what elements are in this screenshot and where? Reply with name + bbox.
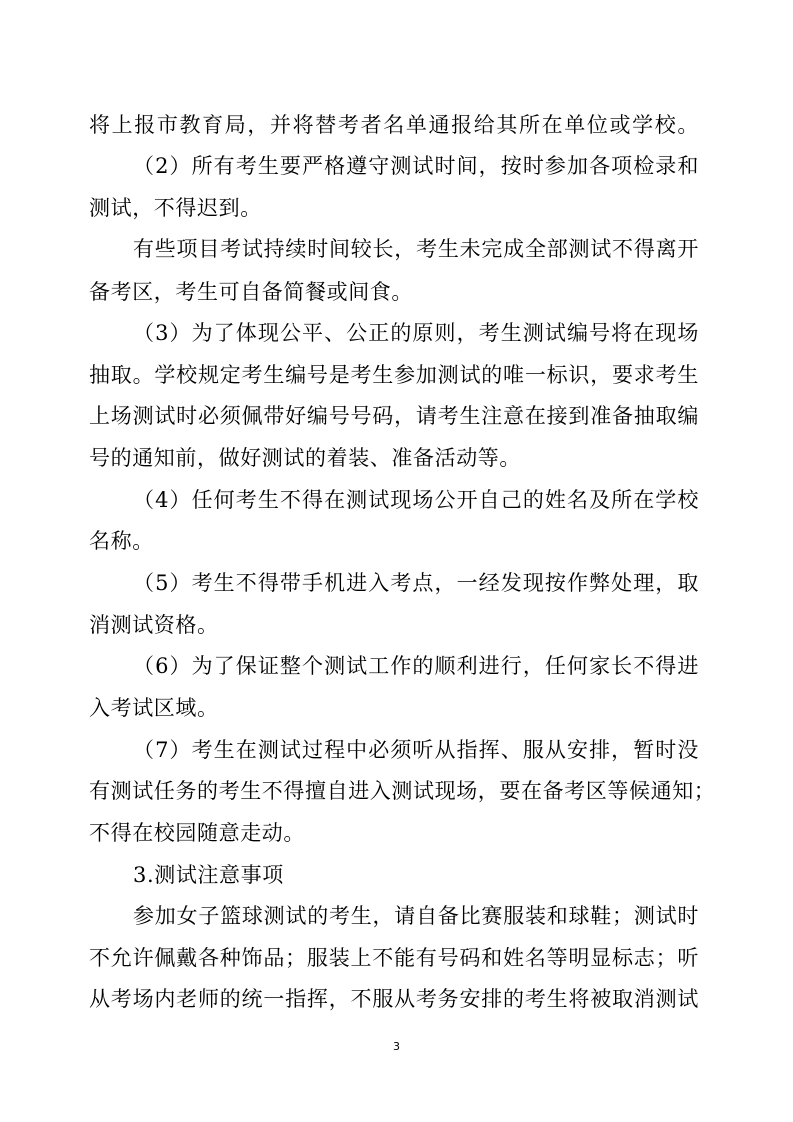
list-item-2-line-2: 测试，不得迟到。 [89, 196, 262, 220]
list-item-7-line-1: （7）考生在测试过程中必须听从指挥、服从安排，暂时没 [133, 738, 699, 762]
list-item-6-line-2: 入考试区域。 [89, 696, 219, 720]
paragraph-line: 参加女子篮球测试的考生，请自备比赛服装和球鞋；测试时 [133, 904, 699, 928]
list-item-3-line-4: 号的通知前，做好测试的着装、准备活动等。 [89, 446, 521, 470]
list-item-3-line-1: （3）为了体现公平、公正的原则，考生测试编号将在现场 [133, 321, 699, 345]
list-item-5-line-1: （5）考生不得带手机进入考点，一经发现按作弊处理，取 [133, 571, 699, 595]
paragraph-line: 不允许佩戴各种饰品；服装上不能有号码和姓名等明显标志；听 [89, 946, 699, 970]
list-item-2-line-1: （2）所有考生要严格遵守测试时间，按时参加各项检录和 [133, 154, 699, 178]
paragraph-line: 备考区，考生可自备简餐或间食。 [89, 280, 413, 304]
list-item-5-line-2: 消测试资格。 [89, 613, 219, 637]
paragraph-line: 从考场内老师的统一指挥，不服从考务安排的考生将被取消测试 [89, 987, 699, 1011]
text-line: 将上报市教育局，并将替考者名单通报给其所在单位或学校。 [89, 113, 699, 137]
list-item-4-line-2: 名称。 [89, 529, 154, 553]
list-item-7-line-3: 不得在校园随意走动。 [89, 821, 305, 845]
paragraph-line: 有些项目考试持续时间较长，考生未完成全部测试不得离开 [133, 237, 699, 261]
list-item-3-line-3: 上场测试时必须佩带好编号号码，请考生注意在接到准备抽取编 [89, 404, 699, 428]
list-item-3-line-2: 抽取。学校规定考生编号是考生参加测试的唯一标识，要求考生 [89, 363, 699, 387]
section-heading: 3.测试注意事项 [133, 863, 284, 887]
list-item-7-line-2: 有测试任务的考生不得擅自进入测试现场，要在备考区等候通知； [89, 779, 716, 803]
page-number: 3 [393, 1040, 400, 1053]
list-item-4-line-1: （4）任何考生不得在测试现场公开自己的姓名及所在学校 [133, 488, 699, 512]
list-item-6-line-1: （6）为了保证整个测试工作的顺利进行，任何家长不得进 [133, 654, 699, 678]
